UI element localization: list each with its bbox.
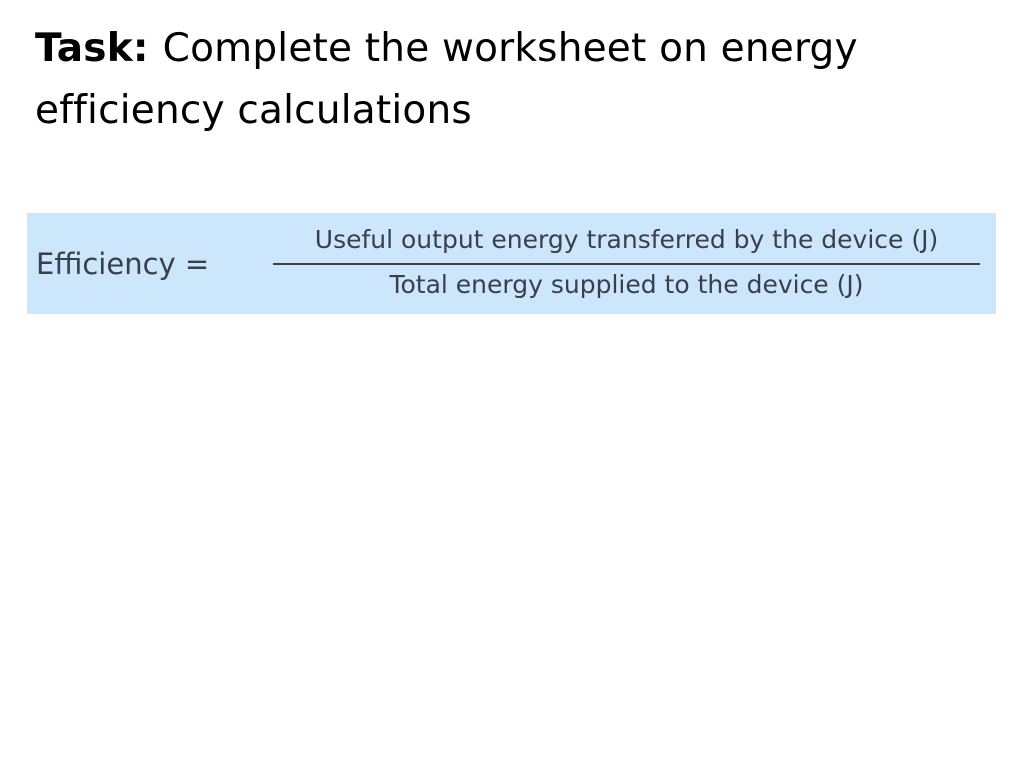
task-label: Task: <box>35 26 149 71</box>
formula-fraction <box>273 225 980 305</box>
formula-numerator: Useful output energy transferred by the device (J) <box>314 225 939 254</box>
formula-denominator: Total energy supplied to the device (J) <box>389 270 864 299</box>
fraction-bar <box>273 263 980 265</box>
formula-lhs: Efficiency = <box>36 247 210 281</box>
task-text: Complete the worksheet on energy efficiency calculations <box>35 26 858 133</box>
task-instruction <box>35 18 995 142</box>
efficiency-formula-box <box>27 213 996 314</box>
